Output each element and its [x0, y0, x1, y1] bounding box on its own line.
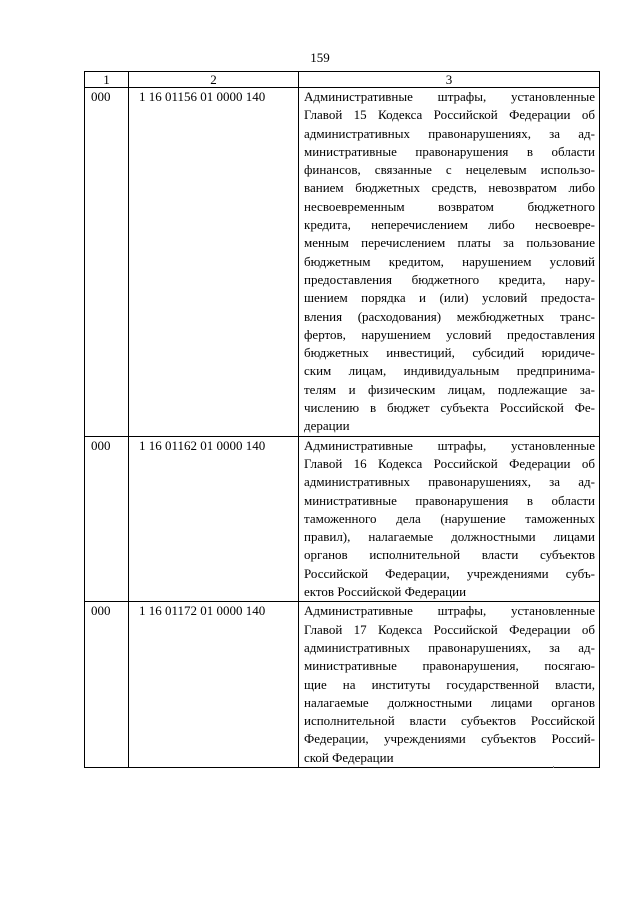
description-line: административных правонарушениях, за ад-: [304, 639, 595, 655]
description-line: финансов, связанные с нецелевым использо-: [304, 162, 595, 178]
admin-code-cell: 000: [85, 602, 129, 768]
description-line: бюджетных инвестиций, субсидий юридиче-: [304, 345, 595, 361]
description-line: Главой 15 Кодекса Российской Федерации об: [304, 107, 595, 123]
income-description-cell: [299, 88, 600, 437]
table-row: [85, 88, 600, 437]
table-row: [85, 436, 600, 602]
description-line: Административные штрафы, установленные: [304, 437, 595, 453]
description-line: числению в бюджет субъекта Российской Фе-: [304, 400, 595, 416]
header-col-2: 2: [129, 72, 299, 88]
header-col-3: 3: [299, 72, 600, 88]
description-line: фертов, нарушением условий предоставления: [304, 326, 595, 342]
admin-code-cell: 000: [85, 436, 129, 602]
table-row: [85, 602, 600, 768]
description-line: органов исполнительной власти субъектов: [304, 547, 595, 563]
description-line: Российской Федерации, учреждениями субъ-: [304, 565, 595, 581]
description-line: министративные правонарушения, посягаю-: [304, 658, 595, 674]
description-line: Административные штрафы, установленные: [304, 603, 595, 619]
description-line: правил), налагаемые должностными лицами: [304, 529, 595, 545]
table-header-row: [85, 72, 600, 88]
description-line: министративные правонарушения в области: [304, 143, 595, 159]
admin-code-cell: 000: [85, 88, 129, 437]
description-line: щие на институты государственной власти,: [304, 676, 595, 692]
description-line: вления (расходования) межбюджетных транс-: [304, 308, 595, 324]
description-line: ектов Российской Федерации: [304, 584, 467, 600]
description-line: министративные правонарушения в области: [304, 492, 595, 508]
header-col-1: 1: [85, 72, 129, 88]
description-line: ским лицам, индивидуальным предпринима-: [304, 363, 595, 379]
budget-code-cell: 1 16 01172 01 0000 140: [129, 602, 299, 768]
description-line: несвоевременным возвратом бюджетного: [304, 198, 595, 214]
budget-code-cell: 1 16 01162 01 0000 140: [129, 436, 299, 602]
description-line: бюджетным кредитом, нарушением условий: [304, 253, 595, 269]
description-line: Главой 16 Кодекса Российской Федерации об: [304, 455, 595, 471]
budget-classification-table: [84, 71, 600, 768]
description-line: шением порядка и (или) условий предоста-: [304, 290, 595, 306]
description-line: менным перечислением платы за пользование: [304, 235, 595, 251]
description-line: административных правонарушениях, за ад-: [304, 474, 595, 490]
description-line: налагаемые должностными лицами органов: [304, 694, 595, 710]
description-line: исполнительной власти субъектов Российской: [304, 713, 595, 729]
description-line: предоставления бюджетного кредита, нару-: [304, 271, 595, 287]
description-line: таможенного дела (нарушение таможенных: [304, 510, 595, 526]
income-description-cell: [299, 436, 600, 602]
description-line: административных правонарушениях, за ад-: [304, 125, 595, 141]
description-line: телям и физическим лицам, подлежащие за-: [304, 381, 595, 397]
description-line: ской Федерации: [304, 749, 394, 765]
scan-speck: [553, 766, 554, 768]
description-line: кредита, неперечислением либо несвоевре-: [304, 217, 595, 233]
description-line: дерации: [304, 418, 350, 434]
budget-code-cell: 1 16 01156 01 0000 140: [129, 88, 299, 437]
description-line: ванием бюджетных средств, невозвратом либо: [304, 180, 595, 196]
description-line: Федерации, учреждениями субъектов Россий-: [304, 731, 595, 747]
page-number: 159: [310, 50, 330, 65]
description-line: Главой 17 Кодекса Российской Федерации об: [304, 621, 595, 637]
income-description-cell: [299, 602, 600, 768]
description-line: Административные штрафы, установленные: [304, 89, 595, 104]
